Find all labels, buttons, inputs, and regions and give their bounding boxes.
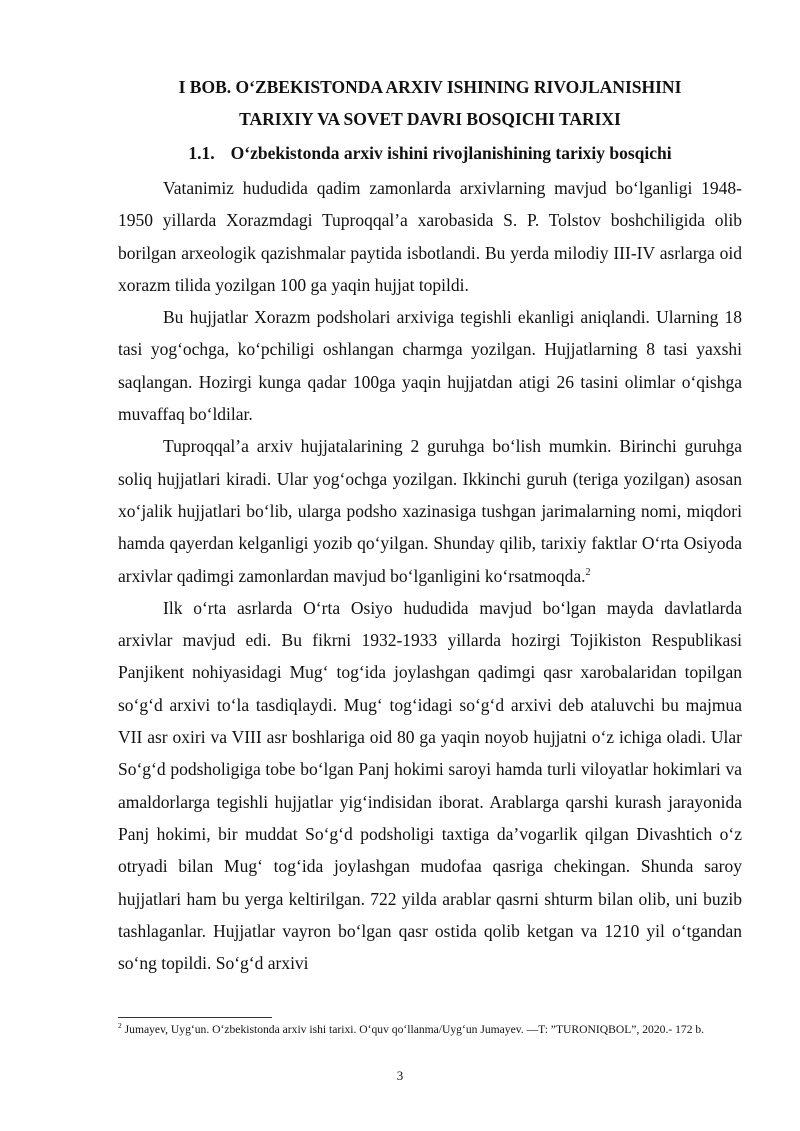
chapter-title-line-2: TARIXIY VA SOVET DAVRI BOSQICHI TARIXI: [239, 109, 621, 129]
paragraph-1: Vatanimiz hududida qadim zamonlarda arxivlarning mavjud bo‘lganligi 1948-1950 yillarda Xorazmdagi Tuproqqal’a xarobasida S. P. Tolstov boshchiligida olib borilgan arxeologik qazishmalar paytida isbotlandi. Bu yerda milodiy III-IV asrlarga oid xorazm tilida yozilgan 100 ga yaqin hujjat topildi.: [118, 178, 742, 295]
chapter-title-line-1: I BOB. O‘ZBEKISTONDA ARXIV ISHINING RIVOJLANISHINI: [178, 77, 682, 97]
footnote-reference[interactable]: 2: [585, 566, 591, 578]
paragraph-4: Ilk o‘rta asrlarda O‘rta Osiyo hududida mavjud bo‘lgan mayda davlatlarda arxivlar mavjud edi. Bu fikrni 1932-1933 yillarda hozirgi Tojikiston Respublikasi Panjikent nohiyasidagi Mug‘ tog‘ida joylashgan qadimgi qasr xarobalaridan topilgan so‘g‘d arxivi to‘la tasdiqlaydi. Mug‘ tog‘idagi so‘g‘d arxivi deb ataluvchi bu majmua VII asr oxiri va VIII asr boshlariga oid 80 ga yaqin noyob hujjatni o‘z ichiga oladi. Ular So‘g‘d podsholigiga tobe bo‘lgan Panj hokimi saroyi hamda turli viloyatlar hokimlari va amaldorlarga tegishli hujjatlar yig‘indisidan iborat. Arablarga qarshi kurash jarayonida Panj hokimi, bir muddat So‘g‘d podsholigi taxtiga da’vogarlik qilgan Divashtich o‘z otryadi bilan Mug‘ tog‘ida joylashgan mudofaa qasriga chekingan. Shunda saroy hujjatlari ham bu yerga keltirilgan. 722 yilda arablar qasrni shturm bilan olib, uni buzib tashlaganlar. Hujjatlar vayron bo‘lgan qasr ostida qolib ketgan va 1210 yil o‘tgandan so‘ng topildi. So‘g‘d arxivi: [118, 597, 742, 974]
paragraph-3: [118, 430, 742, 591]
footnote: [118, 1022, 742, 1037]
paragraph-2: Bu hujjatlar Xorazm podsholari arxiviga tegishli ekanligi aniqlandi. Ularning 18 tasi yog‘ochga, ko‘pchiligi oshlangan charmga yozilgan. Hujjatlarning 8 tasi yaxshi saqlangan. Hozirgi kunga qadar 100ga yaqin hujjatdan atigi 26 tasini olimlar o‘qishga muvaffaq bo‘ldilar.: [118, 307, 742, 425]
section-heading: [118, 137, 742, 169]
footnote-text: Jumayev, Uyg‘un. O‘zbekistonda arxiv ishi tarixi. O‘quv qo‘llanma/Uyg‘un Jumayev. —T: ”TURONIQBOL”, 2020.- 172 b.: [124, 1023, 705, 1036]
body-text: [118, 172, 742, 979]
section-title: O‘zbekistonda arxiv ishini rivojlanishining tarixiy bosqichi: [230, 143, 672, 163]
footnote-marker: 2: [118, 1021, 122, 1031]
section-number: 1.1.: [188, 143, 215, 163]
footnote-separator: [118, 1017, 272, 1018]
page-number: 3: [396, 1068, 404, 1083]
paragraph-3-text: Tuproqqal’a arxiv hujjatalarining 2 guruhga bo‘lish mumkin. Birinchi guruhga soliq hujjatlari kiradi. Ular yog‘ochga yozilgan. Ikkinchi guruh (teriga yozilgan) asosan xo‘jalik hujjatlari bo‘lib, ularga podsho xazinasiga tushgan jarimalarning nomi, miqdori hamda qayerdan kelganligi yozib qo‘yilgan. Shunday qilib, tarixiy faktlar O‘rta Osiyoda arxivlar qadimgi zamonlardan mavjud bo‘lganligini ko‘rsatmoqda.: [118, 436, 742, 586]
